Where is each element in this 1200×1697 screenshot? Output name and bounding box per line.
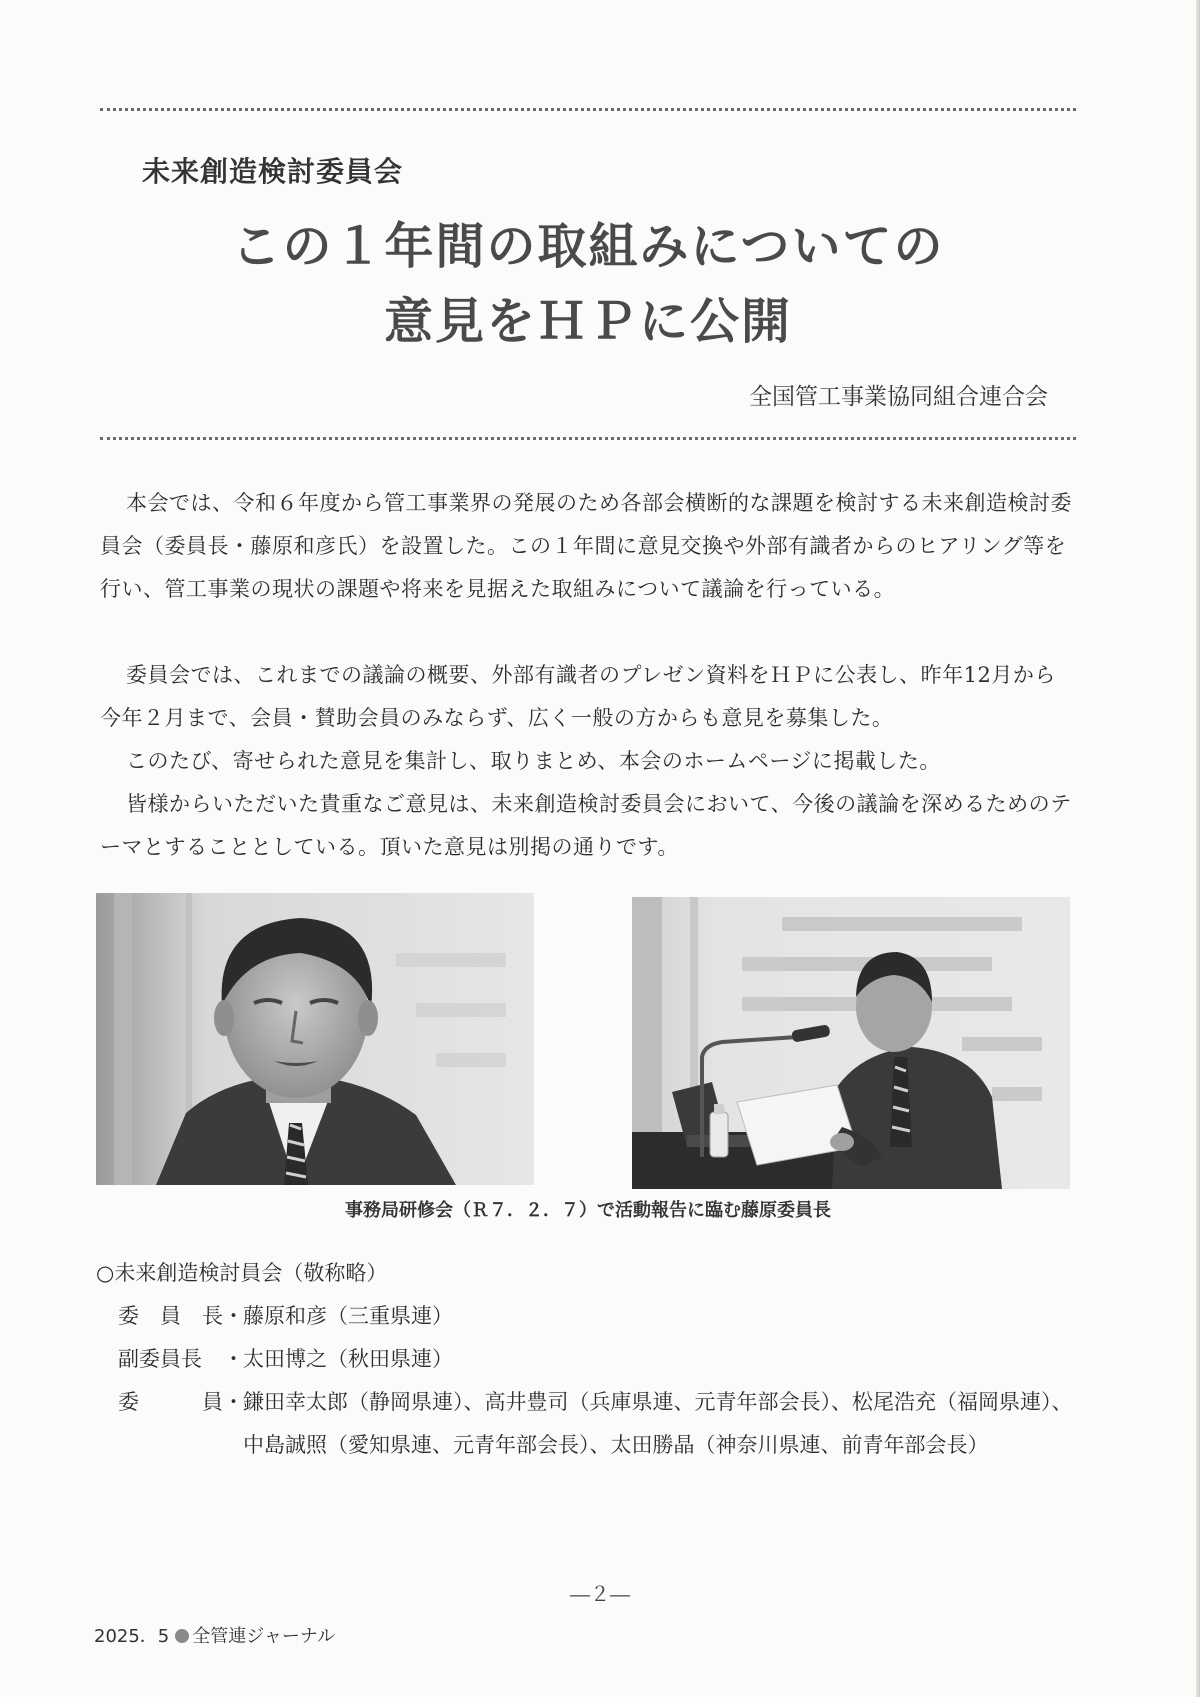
committee-member-list: [96, 1252, 1086, 1467]
role-char: 員: [160, 1304, 181, 1328]
footer-issue-line: [94, 1622, 335, 1648]
role-label: [96, 1295, 223, 1338]
chairman-portrait-photo: [96, 893, 534, 1185]
vice-chair-name: 太田博之（秋田県連）: [243, 1347, 453, 1371]
issue-date: 2025．5: [94, 1626, 170, 1647]
separator-dot: ・: [223, 1347, 244, 1371]
role-label: [96, 1381, 223, 1424]
role-char: 委: [118, 1304, 139, 1328]
body-paragraph-2: 委員会では、これまでの議論の概要、外部有識者のプレゼン資料をＨＰに公表し、昨年12月から今年２月まで、会員・賛助会員のみならず、広く一般の方からも意見を募集した。: [100, 663, 1056, 730]
chair-name: 藤原和彦（三重県連）: [243, 1304, 453, 1328]
role-member: [118, 1381, 223, 1424]
bullet-icon: [175, 1629, 189, 1643]
headline-line-2: 意見をＨＰに公開: [383, 292, 792, 350]
role-chair: [118, 1295, 223, 1338]
photo-caption: 事務局研修会（Ｒ７．２．７）で活動報告に臨む藤原委員長: [345, 1200, 831, 1221]
committee-heading: ○未来創造検討員会（敬称略）: [96, 1261, 388, 1285]
committee-row-chair: [96, 1295, 1086, 1338]
role-char: 長: [202, 1304, 223, 1328]
page-number: ―２―: [570, 1582, 630, 1606]
publication-name: 全管連ジャーナル: [192, 1626, 336, 1647]
separator-dot: ・: [223, 1390, 244, 1414]
activity-report-photo: [632, 897, 1070, 1189]
body-paragraph-1: 本会では、令和６年度から管工事業界の発展のため各部会横断的な課題を検討する未来創造検討委員会（委員長・藤原和彦氏）を設置した。この１年間に意見交換や外部有識者からのヒアリング等を行い、管工事業の現状の課題や将来を見据えた取組みについて議論を行っている。: [100, 491, 1072, 601]
section-label: 未来創造検討委員会: [142, 155, 404, 188]
role-vice-chair: 副委員長: [118, 1347, 202, 1371]
role-label: [96, 1338, 223, 1381]
top-dotted-rule: [100, 108, 1076, 111]
scan-edge: [1196, 0, 1200, 1697]
headline-line-1: この１年間の取組みについての: [231, 217, 945, 275]
body-paragraph-3: このたび、寄せられた意見を集計し、取りまとめ、本会のホームページに掲載した。: [126, 749, 941, 773]
member-names: 鎌田幸太郎（静岡県連）、高井豊司（兵庫県連、元青年部会長）、松尾浩充（福岡県連）、中島誠照（愛知県連、元青年部会長）、太田勝晶（神奈川県連、前青年部会長）: [243, 1390, 1073, 1457]
role-char: 員: [202, 1390, 223, 1414]
role-char: 委: [118, 1390, 139, 1414]
committee-row-members: [96, 1381, 1086, 1467]
separator-dot: ・: [223, 1304, 244, 1328]
committee-row-vice-chair: [96, 1338, 1086, 1381]
organization-name: 全国管工事業協同組合連合会: [749, 384, 1048, 410]
bottom-dotted-rule: [100, 437, 1076, 440]
body-paragraph-4: 皆様からいただいた貴重なご意見は、未来創造検討委員会において、今後の議論を深めるためのテーマとすることとしている。頂いた意見は別掲の通りです。: [100, 792, 1072, 859]
